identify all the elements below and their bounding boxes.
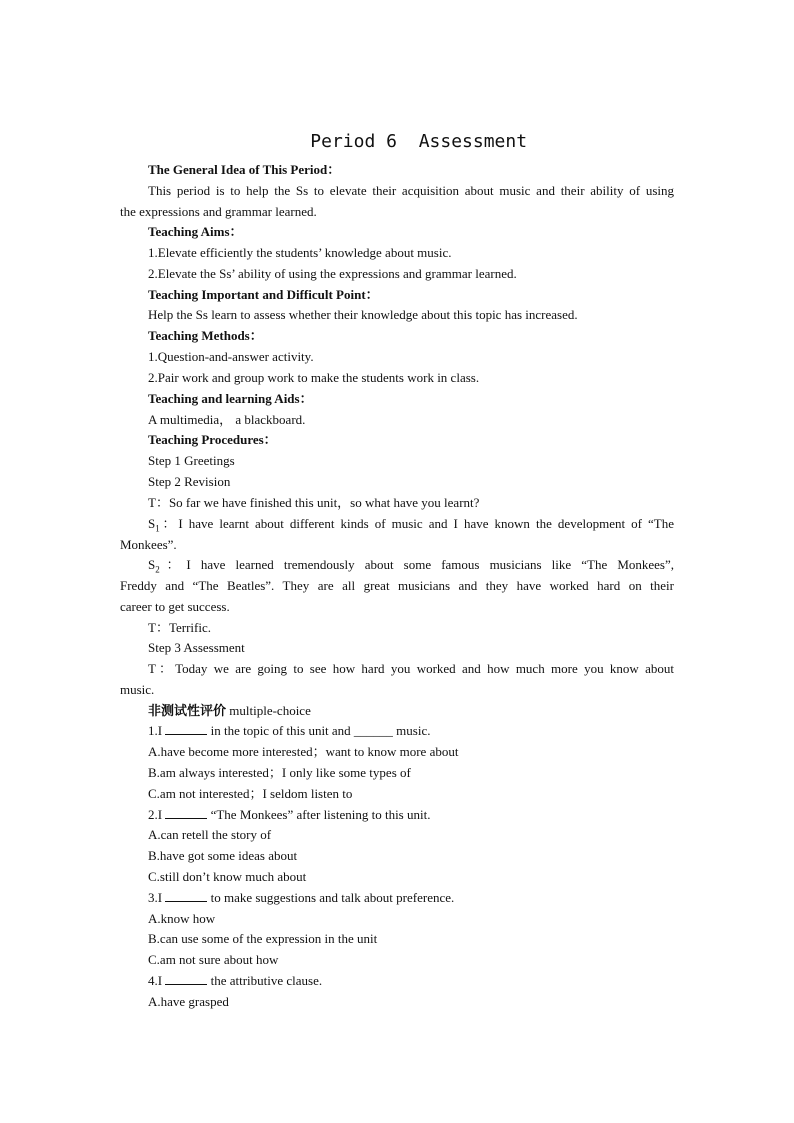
q1-option-a: A.have become more interested；want to know more about [148,744,459,759]
student-2-line-3: career to get success. [120,599,230,614]
student-1-line-2: Monkees”. [120,537,177,552]
q2-option-a: A.can retell the story of [148,827,272,842]
q2-option-c: C.still don’t know much about [148,869,307,884]
heading-teaching-procedures: Teaching Procedures： [148,432,277,447]
title-topic: Assessment [418,131,528,152]
question-4: 4.I the attributive clause. [148,973,323,988]
step-3: Step 3 Assessment [148,640,245,655]
heading-teaching-aids: Teaching and learning Aids： [148,391,313,406]
student-1-line-1: $S_1$：I have learnt about different kinds of music and I have known the development of “The [148,516,674,534]
heading-teaching-methods: Teaching Methods： [148,328,263,343]
q3-option-c: C.am not sure about how [148,952,279,967]
answer-blank [165,723,207,735]
teaching-aids-text: A multimedia， a blackboard. [148,412,306,427]
q1-option-c: C.am not interested；I seldom listen to [148,786,353,801]
student-2-line-2: Freddy and “The Beatles”. They are all great musicians and they have worked hard on their [120,578,674,593]
page-title [0,106,794,178]
q1-option-b: B.am always interested；I only like some types of [148,765,411,780]
heading-important-point: Teaching Important and Difficult Point： [148,287,379,302]
teacher-line-2: T：Terrific. [148,620,211,635]
q2-option-b: B.have got some ideas about [148,848,298,863]
assessment-label: 非测试性评价 multiple-choice [148,703,311,719]
heading-general-idea: The General Idea of This Period： [148,162,341,177]
answer-blank [165,973,207,985]
teacher-line-3a: T：Today we are going to see how hard you worked and how much more you know about [148,661,674,676]
answer-blank [165,807,207,819]
teacher-line-3b: music. [120,682,155,697]
step-2: Step 2 Revision [148,474,231,489]
question-2: 2.I “The Monkees” after listening to this unit. [148,807,431,822]
q3-option-b: B.can use some of the expression in the unit [148,931,378,946]
answer-blank [165,890,207,902]
general-idea-line-2: the expressions and grammar learned. [120,204,317,219]
teaching-aim-1: 1.Elevate efficiently the students’ knowledge about music. [148,245,452,260]
student-2-line-1: $S_2$：I have learned tremendously about some famous musicians like “The Monkees”, [148,557,674,575]
teacher-line-1: T：So far we have finished this unit，so what have you learnt? [148,495,480,510]
teaching-method-1: 1.Question-and-answer activity. [148,349,314,364]
question-1: 1.I in the topic of this unit and ______ music. [148,723,431,738]
title-period: Period 6 [310,131,397,152]
question-3: 3.I to make suggestions and talk about preference. [148,890,455,905]
teaching-method-2: 2.Pair work and group work to make the students work in class. [148,370,480,385]
general-idea-line-1: This period is to help the Ss to elevate their acquisition about music and their ability of using [148,183,674,198]
heading-teaching-aims: Teaching Aims： [148,224,243,239]
q3-option-a: A.know how [148,911,216,926]
important-point-text: Help the Ss learn to assess whether their knowledge about this topic has increased. [148,307,578,322]
step-1: Step 1 Greetings [148,453,235,468]
teaching-aim-2: 2.Elevate the Ss’ ability of using the expressions and grammar learned. [148,266,517,281]
q4-option-a: A.have grasped [148,994,229,1009]
